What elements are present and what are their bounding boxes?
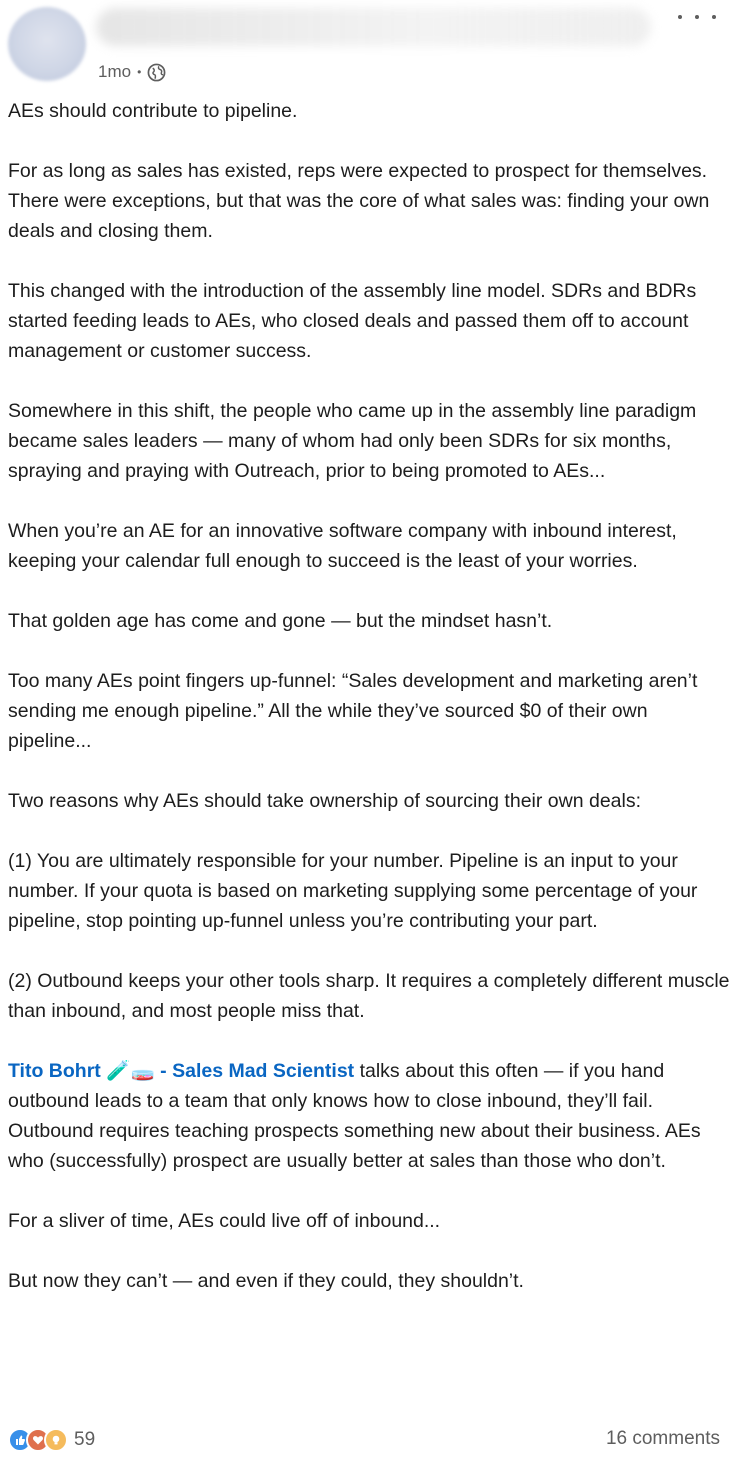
post-paragraph: Two reasons why AEs should take ownership of sourcing their own deals: [8,790,642,812]
post-paragraph: AEs should contribute to pipeline. [8,100,298,122]
post-paragraph: For as long as sales has existed, reps were expected to prospect for themselves. There were exceptions, but that was the core of what sales was: finding your own deals and closing them. [8,160,710,242]
globe-icon [147,63,166,82]
author-avatar[interactable] [8,7,86,81]
more-options-icon[interactable] [678,5,716,29]
post-body [8,96,730,1296]
post-header [0,0,738,90]
meta-separator: • [137,65,142,79]
post-meta [98,60,166,84]
post-paragraph: Somewhere in this shift, the people who came up in the assembly line paradigm became sales leaders — many of whom had only been SDRs for six months, spraying and praying with Outreach, prior to being promoted to AEs... [8,400,697,482]
reactions-summary[interactable] [8,1428,95,1452]
author-name-redacted[interactable] [96,8,651,46]
post-paragraph: When you’re an AE for an innovative software company with inbound interest, keeping your calendar full enough to succeed is the least of your worries. [8,520,677,572]
post-time: 1mo [98,62,132,81]
post-paragraph: For a sliver of time, AEs could live off of inbound... [8,1210,441,1232]
insightful-icon [44,1428,68,1452]
post-paragraph: Too many AEs point fingers up-funnel: “Sales development and marketing aren’t sending me enough pipeline.” All the while they’ve sourced $0 of their own pipeline... [8,670,698,752]
mention-paragraph [8,1056,730,1176]
post-paragraph: But now they can’t — and even if they could, they shouldn’t. [8,1270,524,1292]
post-paragraph: (2) Outbound keeps your other tools sharp. It requires a completely different muscle than inbound, and most people miss that. [8,970,730,1022]
reaction-count: 59 [74,1429,96,1450]
post-paragraph: (1) You are ultimately responsible for your number. Pipeline is an input to your number. If your quota is based on marketing supplying some percentage of your pipeline, stop pointing up-funnel unless you’re contributing your part. [8,850,698,932]
comments-count-link[interactable]: 16 comments [605,1428,720,1449]
post-paragraph: That golden age has come and gone — but the mindset hasn’t. [8,610,553,632]
mention-paragraph-text: talks about this often — if you hand outbound leads to a team that only knows how to close inbound, they’ll fail. Outbound requires teaching prospects something new about their business. AEs who (successfully) prospect are usually better at sales than those who don’t. [8,1060,701,1172]
social-counts [0,1426,738,1456]
mention-link[interactable]: Tito Bohrt 🧪🧫 - Sales Mad Scientist [8,1060,355,1082]
post-paragraph: This changed with the introduction of the assembly line model. SDRs and BDRs started feeding leads to AEs, who closed deals and passed them off to account management or customer success. [8,280,697,362]
